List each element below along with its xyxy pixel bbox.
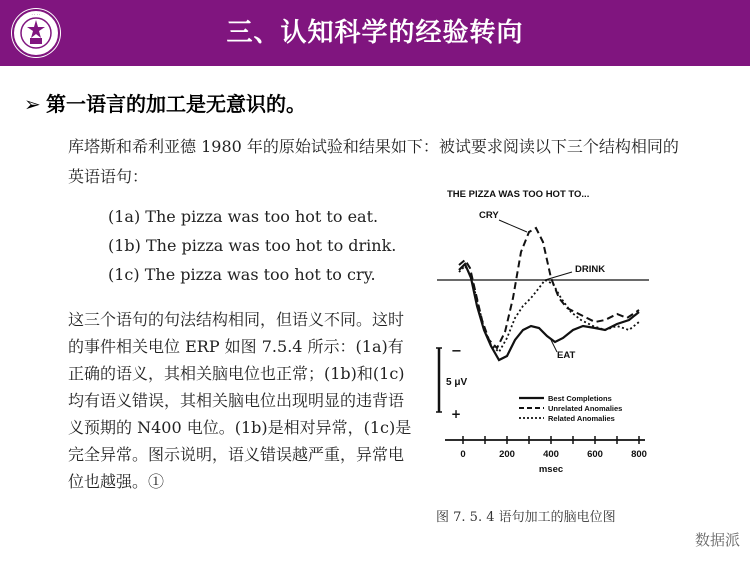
series-cry-line xyxy=(459,228,639,348)
sentence-1b: (1b) The pizza was too hot to drink. xyxy=(108,236,397,255)
explanation-paragraph: 这三个语句的句法结构相同，但语义不同。这时的事件相关电位 ERP 如图 7.5.4 所示：(1a)有正确的语义，其相关脑电位也正常；(1b)和(1c)均有语义错误，其相关脑电位出现明显的违背语义预期的 N400 电位。(1b)是相对异常，(1c)是完全异常。图示说明，语义错误越严重，异常电位也越强。① xyxy=(68,310,412,491)
bullet-point xyxy=(24,88,306,117)
figure-title: THE PIZZA WAS TOO HOT TO... xyxy=(447,189,590,200)
watermark: 数据派 xyxy=(694,531,740,549)
page-title: 三、认知科学的经验转向 xyxy=(226,18,524,48)
tick-600: 600 xyxy=(587,449,603,460)
intro-paragraph: 库塔斯和希利亚德 1980 年的原始试验和结果如下：被试要求阅读以下三个结构相同的英语语句： xyxy=(68,137,679,186)
title-bar xyxy=(0,0,750,66)
bullet-text: 第一语言的加工是无意识的。 xyxy=(46,92,306,116)
cry-leader xyxy=(499,220,527,232)
scale-plus: + xyxy=(451,407,462,421)
erp-figure xyxy=(427,180,660,480)
legend-best: Best Completions xyxy=(548,394,612,403)
tick-200: 200 xyxy=(499,449,515,460)
tick-800: 800 xyxy=(631,449,647,460)
arrow-bullet-icon: ➢ xyxy=(24,92,41,116)
legend-related: Related Anomalies xyxy=(548,414,615,423)
legend-unrelated: Unrelated Anomalies xyxy=(548,404,623,413)
label-cry: CRY xyxy=(479,210,499,221)
scale-label: 5 μV xyxy=(446,377,468,388)
sentence-1a: (1a) The pizza was too hot to eat. xyxy=(108,207,379,226)
figure-caption: 图 7. 5. 4 语句加工的脑电位图 xyxy=(436,510,616,525)
svg-text:· · · ·: · · · · xyxy=(31,12,41,17)
label-drink: DRINK xyxy=(575,264,606,275)
x-unit: msec xyxy=(538,464,564,475)
sentence-1c: (1c) The pizza was too hot to cry. xyxy=(108,265,376,284)
label-eat: EAT xyxy=(557,350,576,361)
scale-minus: − xyxy=(451,344,462,359)
tick-400: 400 xyxy=(543,449,559,460)
tick-0: 0 xyxy=(460,449,466,460)
